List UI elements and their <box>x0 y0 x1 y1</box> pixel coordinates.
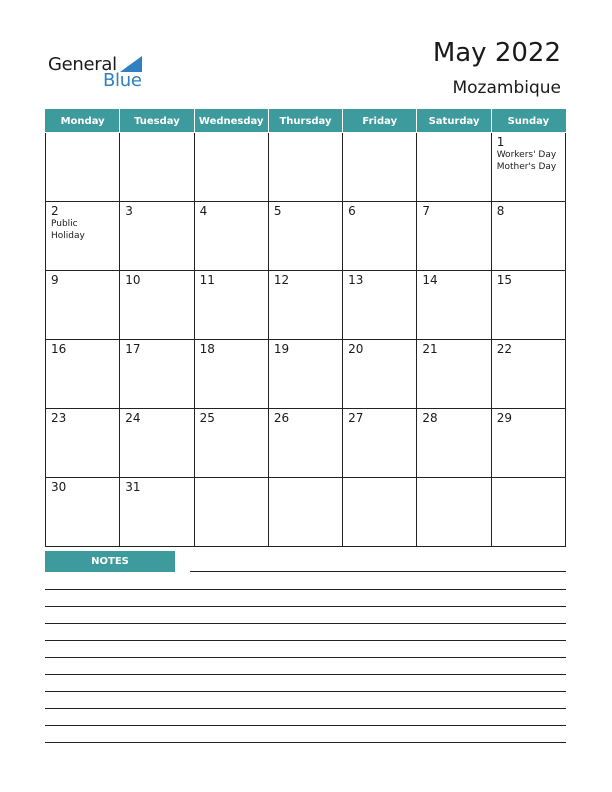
calendar-day-cell <box>417 478 491 547</box>
calendar-day-cell <box>417 133 491 202</box>
calendar-week-row <box>46 271 566 340</box>
day-number: 25 <box>199 411 215 425</box>
day-number: 19 <box>273 342 290 356</box>
day-number: 12 <box>273 273 290 287</box>
calendar-day-cell <box>343 133 417 202</box>
calendar-week-row <box>46 478 566 547</box>
calendar-day-cell <box>120 202 194 271</box>
calendar-day-cell <box>46 409 120 478</box>
brand-logo <box>48 52 158 92</box>
calendar-day-cell <box>194 271 268 340</box>
notes-line <box>45 589 566 590</box>
weekday-header: Wednesday <box>194 110 268 133</box>
holiday-label: Workers' Day <box>496 150 557 160</box>
calendar-day-cell <box>268 409 342 478</box>
calendar-day-cell <box>268 340 342 409</box>
page-subtitle: Mozambique <box>452 78 561 98</box>
calendar-day-cell <box>120 133 194 202</box>
calendar-day-cell <box>491 133 565 202</box>
notes-line <box>45 657 566 658</box>
calendar-day-cell <box>417 271 491 340</box>
calendar-day-cell <box>491 478 565 547</box>
notes-line <box>45 708 566 709</box>
calendar-day-cell <box>120 271 194 340</box>
day-number: 13 <box>348 273 364 287</box>
calendar-body <box>46 133 566 547</box>
weekday-header: Saturday <box>417 110 491 133</box>
notes-line <box>190 571 566 572</box>
day-number: 29 <box>496 411 512 425</box>
day-number: 6 <box>348 204 356 218</box>
calendar-day-cell <box>46 340 120 409</box>
notes-line <box>45 623 566 624</box>
calendar-day-cell <box>194 340 268 409</box>
notes-line <box>45 691 566 692</box>
notes-line <box>45 674 566 675</box>
calendar-day-cell <box>343 202 417 271</box>
day-number: 3 <box>125 204 133 218</box>
calendar-day-cell <box>343 271 417 340</box>
day-number: 18 <box>199 342 215 356</box>
weekday-header: Thursday <box>268 110 342 133</box>
calendar-day-cell <box>417 340 491 409</box>
day-number: 21 <box>422 342 438 356</box>
calendar-day-cell <box>194 202 268 271</box>
calendar-day-cell <box>268 202 342 271</box>
notes-line <box>45 640 566 641</box>
weekday-header: Monday <box>46 110 120 133</box>
calendar-day-cell <box>491 202 565 271</box>
notes-label: NOTES <box>45 551 175 572</box>
calendar-day-cell <box>46 271 120 340</box>
notes-line <box>45 742 566 743</box>
day-number: 9 <box>51 273 59 287</box>
day-number: 15 <box>496 273 512 287</box>
day-number: 28 <box>422 411 438 425</box>
day-number: 22 <box>496 342 512 356</box>
notes-line <box>45 725 566 726</box>
calendar-day-cell <box>46 202 120 271</box>
calendar-week-row <box>46 409 566 478</box>
weekday-header-row <box>46 110 566 133</box>
day-number: 17 <box>125 342 141 356</box>
calendar-day-cell <box>268 133 342 202</box>
day-number: 27 <box>348 411 364 425</box>
day-number: 8 <box>496 204 505 218</box>
calendar-day-cell <box>343 340 417 409</box>
day-number: 7 <box>422 204 431 218</box>
day-number: 14 <box>422 273 438 287</box>
calendar-day-cell <box>491 340 565 409</box>
day-number: 16 <box>51 342 67 356</box>
day-number: 5 <box>273 204 282 218</box>
logo-text-blue: Blue <box>103 70 142 91</box>
calendar-week-row <box>46 133 566 202</box>
holiday-label: Public Holiday <box>51 219 85 241</box>
weekday-header: Tuesday <box>120 110 194 133</box>
calendar-day-cell <box>491 409 565 478</box>
day-number: 1 <box>496 135 505 149</box>
calendar-day-cell <box>417 409 491 478</box>
notes-line <box>45 606 566 607</box>
day-number: 10 <box>125 273 141 287</box>
calendar-grid <box>45 109 566 547</box>
calendar-day-cell <box>194 409 268 478</box>
calendar-week-row <box>46 202 566 271</box>
calendar-day-cell <box>194 478 268 547</box>
day-number: 30 <box>51 480 67 494</box>
day-number: 20 <box>348 342 364 356</box>
holiday-label: Mother's Day <box>496 162 557 172</box>
calendar-day-cell <box>417 202 491 271</box>
logo-text-general: General <box>48 54 117 75</box>
weekday-header: Friday <box>343 110 417 133</box>
calendar-day-cell <box>343 409 417 478</box>
calendar-day-cell <box>120 409 194 478</box>
calendar-day-cell <box>120 478 194 547</box>
day-number: 26 <box>273 411 290 425</box>
day-number: 31 <box>125 480 141 494</box>
day-number: 23 <box>51 411 67 425</box>
weekday-header: Sunday <box>491 110 565 133</box>
calendar-day-cell <box>491 271 565 340</box>
page-title: May 2022 <box>432 38 561 68</box>
day-number: 2 <box>51 204 59 218</box>
calendar-day-cell <box>46 478 120 547</box>
day-number: 11 <box>199 273 215 287</box>
calendar-day-cell <box>194 133 268 202</box>
day-number: 24 <box>125 411 141 425</box>
calendar-day-cell <box>46 133 120 202</box>
calendar-day-cell <box>120 340 194 409</box>
calendar-day-cell <box>268 478 342 547</box>
calendar-day-cell <box>343 478 417 547</box>
day-number: 4 <box>199 204 208 218</box>
calendar-week-row <box>46 340 566 409</box>
calendar-day-cell <box>268 271 342 340</box>
